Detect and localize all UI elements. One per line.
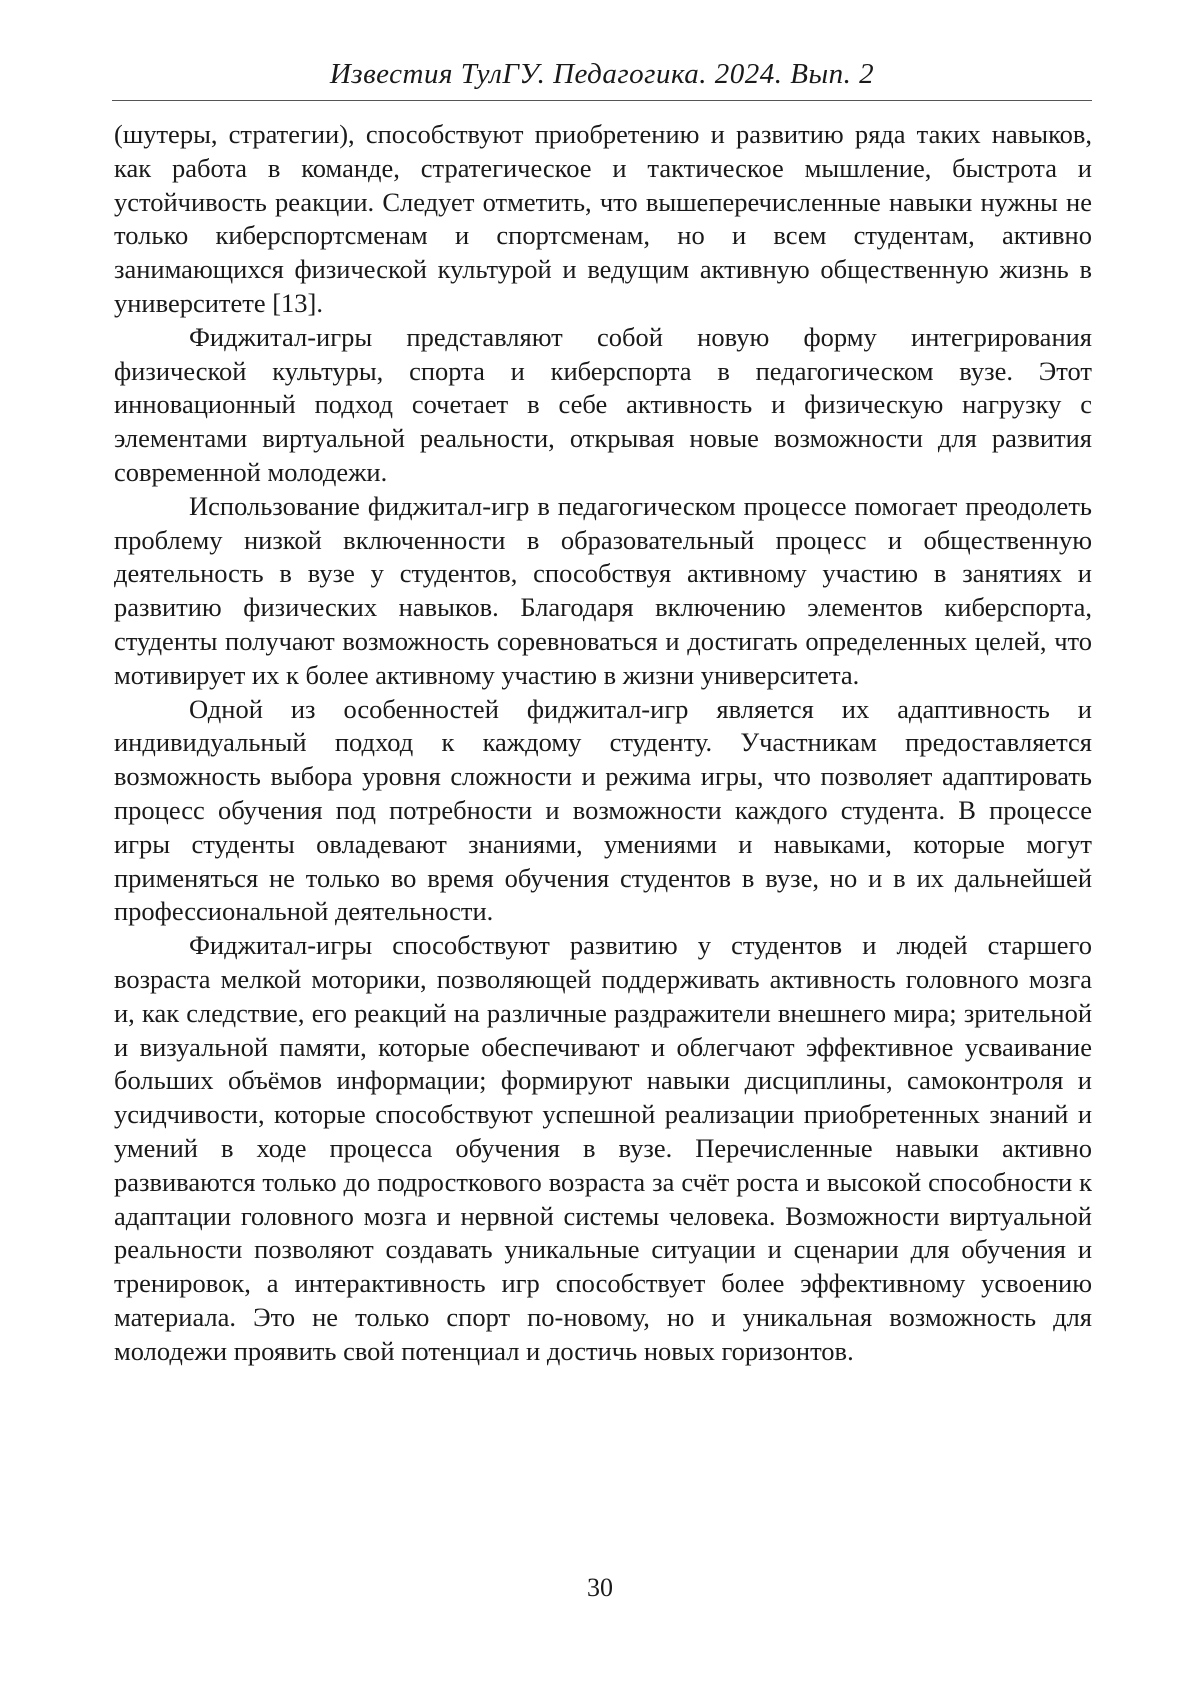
- paragraph-phygital-definition: Фиджитал-игры представляют собой новую форму интегрирования физической культуры, спорта и киберспорта в педагогическом вузе. Этот инновационный подход сочетает в себе активность и физическую нагрузку с элементами виртуальной реальности, открывая новые возможности для развития современной молодежи.: [114, 321, 1092, 490]
- paragraph-continuation: (шутеры, стратегии), способствуют приобретению и развитию ряда таких навыков, как работа в команде, стратегическое и тактическое мышление, быстрота и устойчивость реакции. Следует отметить, что вышеперечисленные навыки нужны не только киберспортсменам и спортсменам, но и всем студентам, активно занимающихся физической культурой и ведущим активную общественную жизнь в университете [13].: [114, 118, 1092, 321]
- running-header: Известия ТулГУ. Педагогика. 2024. Вып. 2: [112, 56, 1092, 92]
- header-divider: [112, 100, 1092, 101]
- paragraph-adaptivity: Одной из особенностей фиджитал-игр является их адаптивность и индивидуальный подход к каждому студенту. Участникам предоставляется возможность выбора уровня сложности и режима игры, что позволяет адаптировать процесс обучения под потребности и возможности каждого студента. В процессе игры студенты овладевают знаниями, умениями и навыками, которые могут применяться не только во время обучения студентов в вузе, но и в их дальнейшей профессиональной деятельности.: [114, 693, 1092, 930]
- document-page: [0, 0, 1200, 1697]
- article-body: [114, 118, 1092, 1368]
- paragraph-pedagogical-use: Использование фиджитал-игр в педагогическом процессе помогает преодолеть проблему низкой включенности в образовательный процесс и общественную деятельность в вузе у студентов, способствуя активному участию в занятиях и развитию физических навыков. Благодаря включению элементов киберспорта, студенты получают возможность соревноваться и достигать определенных целей, что мотивирует их к более активному участию в жизни университета.: [114, 490, 1092, 693]
- paragraph-skills-development: Фиджитал-игры способствуют развитию у студентов и людей старшего возраста мелкой моторики, позволяющей поддерживать активность головного мозга и, как следствие, его реакций на различные раздражители внешнего мира; зрительной и визуальной памяти, которые обеспечивают и облегчают эффективное усваивание больших объёмов информации; формируют навыки дисциплины, самоконтроля и усидчивости, которые способствуют успешной реализации приобретенных знаний и умений в ходе процесса обучения в вузе. Перечисленные навыки активно развиваются только до подросткового возраста за счёт роста и высокой способности к адаптации головного мозга и нервной системы человека. Возможности виртуальной реальности позволяют создавать уникальные ситуации и сценарии для обучения и тренировок, а интерактивность игр способствует более эффективному усвоению материала. Это не только спорт по-новому, но и уникальная возможность для молодежи проявить свой потенциал и достичь новых горизонтов.: [114, 929, 1092, 1368]
- page-number: 30: [0, 1572, 1200, 1604]
